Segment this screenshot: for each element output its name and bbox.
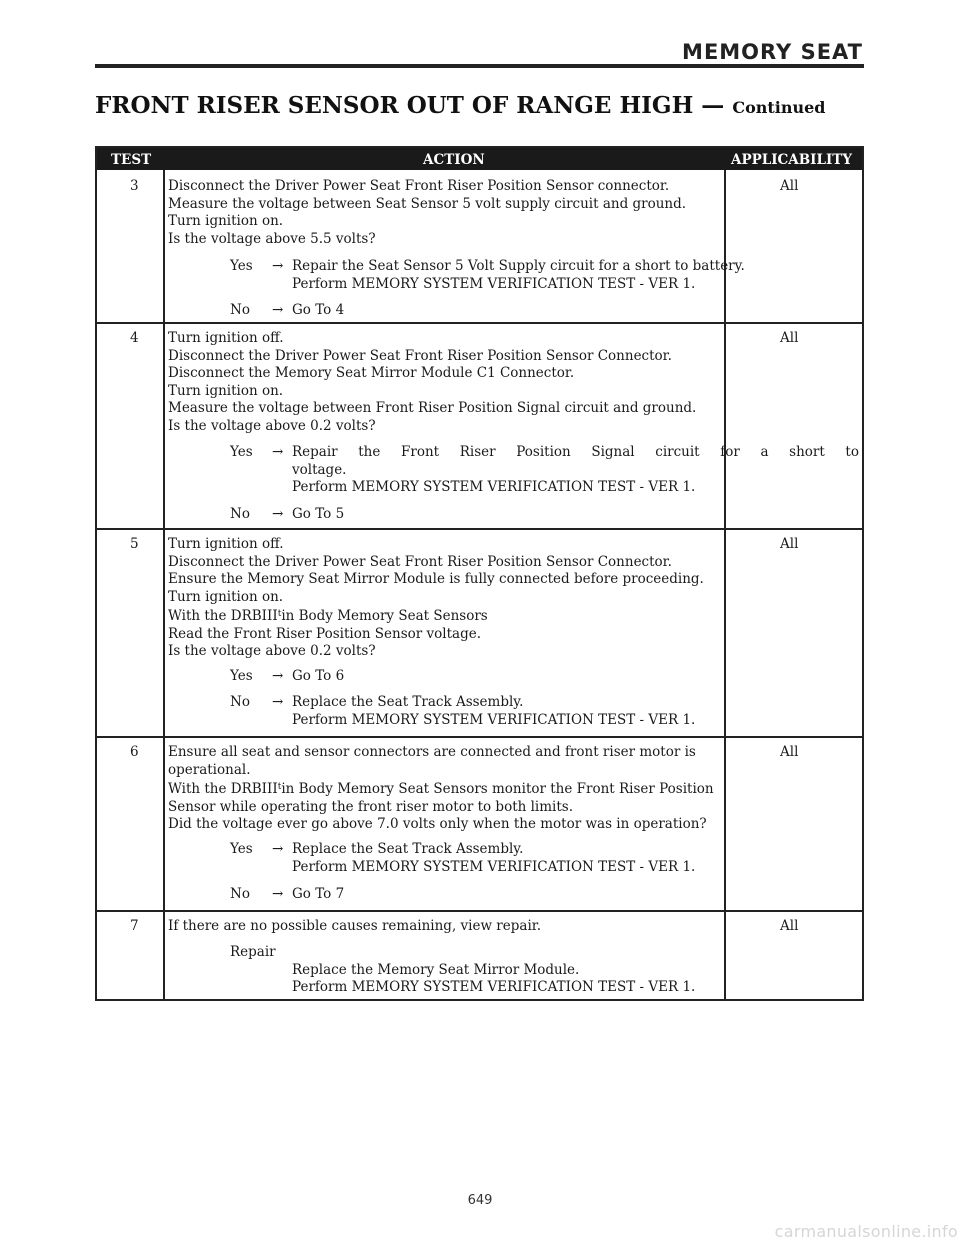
arrow-icon: → [272,302,284,318]
column-header-applicability: APPLICABILITY [730,152,852,168]
action-step: Sensor while operating the front riser motor to both limits. [168,798,573,815]
action-steps [168,330,720,435]
action-step: Measure the voltage between Front Riser Position Signal circuit and ground. [168,400,697,416]
section-header: MEMORY SEAT [682,40,863,64]
action-step: Measure the voltage between Seat Sensor 5 volt supply circuit and ground. [168,195,687,212]
page-title-main: FRONT RISER SENSOR OUT OF RANGE HIGH — [95,92,725,119]
result-yes [230,444,859,497]
result-text: Repair the Seat Sensor 5 Volt Supply circuit for a short to battery. [292,258,745,274]
test-number: 5 [130,536,139,552]
action-steps [168,918,720,936]
result-text: Repair the Front Riser Position Signal circuit for a short to [292,444,859,460]
table-row [97,530,862,736]
action-steps [168,744,720,834]
result-text: Go To 4 [292,302,345,318]
action-step [168,779,720,799]
arrow-icon: → [272,258,284,274]
result-text: Go To 7 [292,886,345,902]
action-step-text: in Body Memory Seat Sensors [281,608,488,624]
result-text: Perform MEMORY SYSTEM VERIFICATION TEST - VER 1. [292,479,696,495]
test-number: 6 [130,744,139,760]
result-label: No [230,302,250,318]
table-row [97,172,862,324]
action-step: Ensure all seat and sensor connectors are connected and front riser motor is [168,744,696,760]
action-step: Is the voltage above 0.2 volts? [168,417,376,434]
trademark-mark: t [277,609,282,619]
arrow-icon: → [272,886,284,902]
arrow-icon: → [272,444,284,460]
action-step: Turn ignition on. [168,588,284,605]
result-label: No [230,694,250,710]
column-header-test: TEST [111,152,152,168]
action-step-text: in Body Memory Seat Sensors monitor the Front Riser Position [281,781,714,797]
result-text: Replace the Seat Track Assembly. [292,694,524,710]
arrow-icon: → [272,668,284,684]
result-text: Perform MEMORY SYSTEM VERIFICATION TEST - VER 1. [292,711,696,728]
result-text: Perform MEMORY SYSTEM VERIFICATION TEST - VER 1. [292,275,696,292]
arrow-icon: → [272,841,284,857]
applicability: All [780,536,799,552]
result-text: Replace the Seat Track Assembly. [292,841,524,857]
result-label: Yes [230,668,253,684]
action-step-text: With the DRBIII [168,781,278,797]
action-step: Read the Front Riser Position Sensor voltage. [168,625,482,642]
result-yes [230,841,859,876]
repair-block [230,944,696,995]
action-step: Turn ignition on. [168,213,284,229]
page-title [95,92,825,119]
table-row [97,738,862,910]
action-steps [168,178,720,248]
action-step: Did the voltage ever go above 7.0 volts only when the motor was in operation? [168,816,707,832]
action-step-text: With the DRBIII [168,608,278,624]
result-text: voltage. [292,461,347,478]
trademark-mark: t [277,782,282,792]
action-step: Disconnect the Driver Power Seat Front Riser Position Sensor connector. [168,178,670,194]
result-no [230,886,859,904]
table-row [97,912,862,1002]
test-number: 3 [130,178,139,194]
table-row [97,324,862,530]
applicability: All [780,330,799,346]
action-step: If there are no possible causes remaining, view repair. [168,918,542,934]
action-step: Turn ignition off. [168,536,284,552]
result-text: Go To 6 [292,668,345,684]
action-step [168,606,720,626]
test-number: 7 [130,918,139,934]
action-step: operational. [168,761,251,778]
page-number: 649 [467,1193,493,1208]
page-title-continued: Continued [732,98,826,117]
action-steps [168,536,720,661]
column-header-action: ACTION [423,152,485,168]
arrow-icon: → [272,694,284,710]
result-no [230,302,859,320]
result-label: No [230,886,250,902]
repair-text: Replace the Memory Seat Mirror Module. [292,961,580,978]
repair-label: Repair [230,944,276,960]
action-step: Turn ignition on. [168,382,284,399]
arrow-icon: → [272,506,284,522]
result-no [230,694,859,729]
action-step: Ensure the Memory Seat Mirror Module is fully connected before proceeding. [168,571,704,587]
result-yes [230,668,859,686]
action-step: Disconnect the Driver Power Seat Front Riser Position Sensor Connector. [168,553,672,570]
repair-text: Perform MEMORY SYSTEM VERIFICATION TEST - VER 1. [292,979,696,995]
action-step: Disconnect the Memory Seat Mirror Module C1 Connector. [168,365,575,381]
applicability: All [780,918,799,934]
result-text: Perform MEMORY SYSTEM VERIFICATION TEST - VER 1. [292,858,696,875]
result-label: Yes [230,841,253,857]
action-step: Disconnect the Driver Power Seat Front Riser Position Sensor Connector. [168,347,672,364]
watermark: carmanualsonline.info [774,1222,958,1241]
table-header [97,148,862,170]
result-label: Yes [230,258,253,274]
result-label: Yes [230,444,253,460]
test-table [95,146,864,1001]
result-no [230,506,859,524]
result-label: No [230,506,250,522]
test-number: 4 [130,330,139,346]
action-step: Is the voltage above 0.2 volts? [168,643,376,659]
applicability: All [780,178,799,194]
applicability: All [780,744,799,760]
result-text: Go To 5 [292,506,345,522]
result-yes [230,258,859,293]
action-step: Is the voltage above 5.5 volts? [168,230,376,247]
action-step: Turn ignition off. [168,330,284,346]
header-rule [95,64,864,68]
